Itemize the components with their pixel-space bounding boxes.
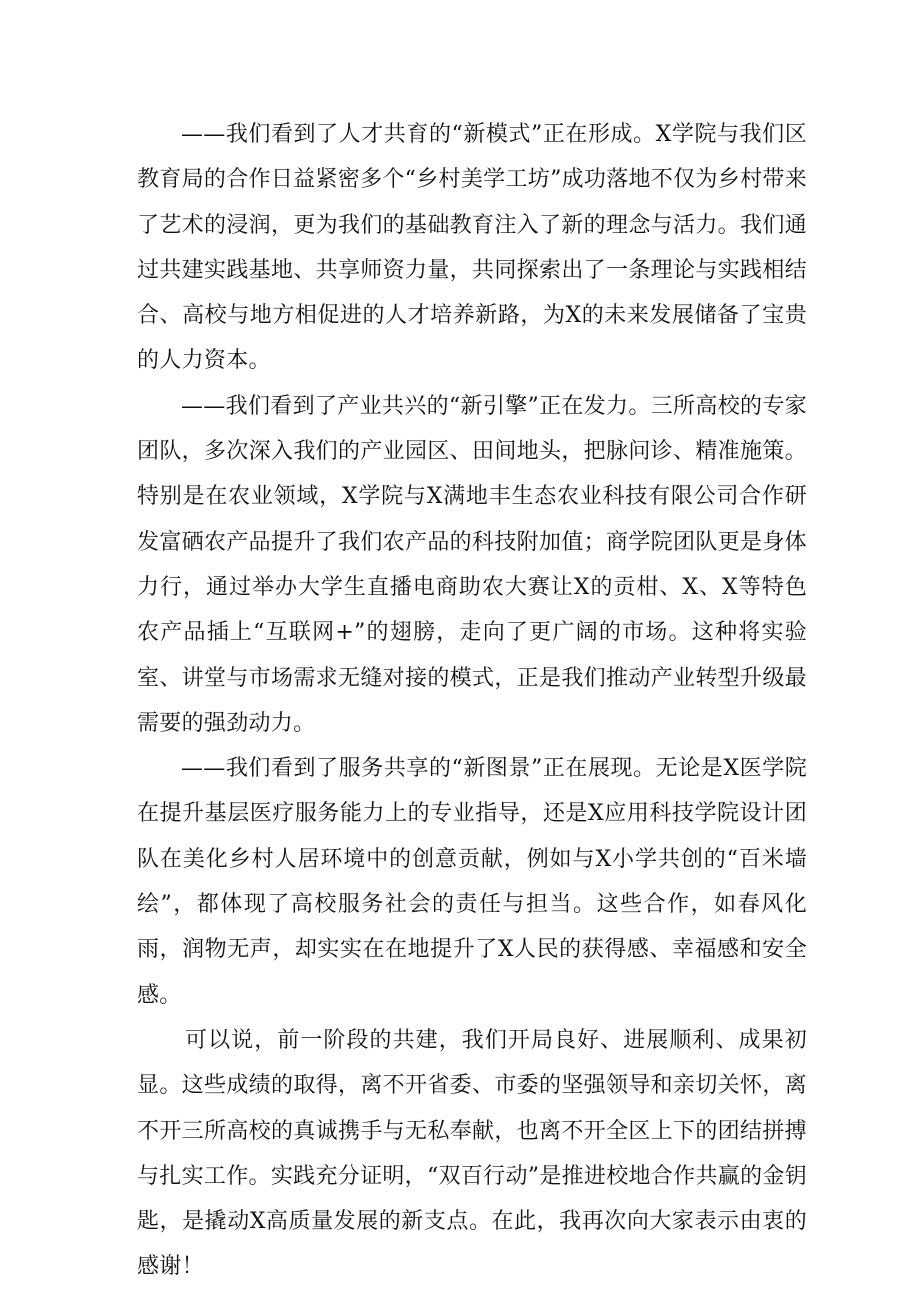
paragraph-industry-development: ——我们看到了产业共兴的“新引擎”正在发力。三所高校的专家团队，多次深入我们的产业园区、田间地头，把脉问诊、精准施策。特别是在农业领域，X学院与X满地丰生态农业科技有限公司合作研发富硒农产品提升了我们农产品的科技附加值；商学院团队更是身体力行，通过举办大学生直播电商助农大赛让X的贡柑、X、X等特色农产品插上“互联网+”的翅膀，走向了更广阔的市场。这种将实验室、讲堂与市场需求无缝对接的模式，正是我们推动产业转型升级最需要的强劲动力。 <box>137 393 807 736</box>
document-body <box>137 112 807 1290</box>
paragraph-summary-thanks: 可以说，前一阶段的共建，我们开局良好、进展顺利、成果初显。这些成绩的取得，离不开省委、市委的坚强领导和亲切关怀，离不开三所高校的真诚携手与无私奉献，也离不开全区上下的团结拼搏与扎实工作。实践充分证明，“双百行动”是推进校地合作共赢的金钥匙，是撬动X高质量发展的新支点。在此，我再次向大家表示由衷的感谢！ <box>137 1027 807 1280</box>
paragraph-talent-cultivation: ——我们看到了人才共育的“新模式”正在形成。X学院与我们区教育局的合作日益紧密多个“乡村美学工坊”成功落地不仅为乡村带来了艺术的浸润，更为我们的基础教育注入了新的理念与活力。我们通过共建实践基地、共享师资力量，共同探索出了一条理论与实践相结合、高校与地方相促进的人才培养新路，为X的未来发展储备了宝贵的人力资本。 <box>137 122 807 374</box>
paragraph-service-sharing: ——我们看到了服务共享的“新图景”正在展现。无论是X医学院在提升基层医疗服务能力上的专业指导，还是X应用科技学院设计团队在美化乡村人居环境中的创意贡献，例如与X小学共创的“百米墙绘”，都体现了高校服务社会的责任与担当。这些合作，如春风化雨，润物无声，却实实在在地提升了X人民的获得感、幸福感和安全感。 <box>137 756 807 1008</box>
